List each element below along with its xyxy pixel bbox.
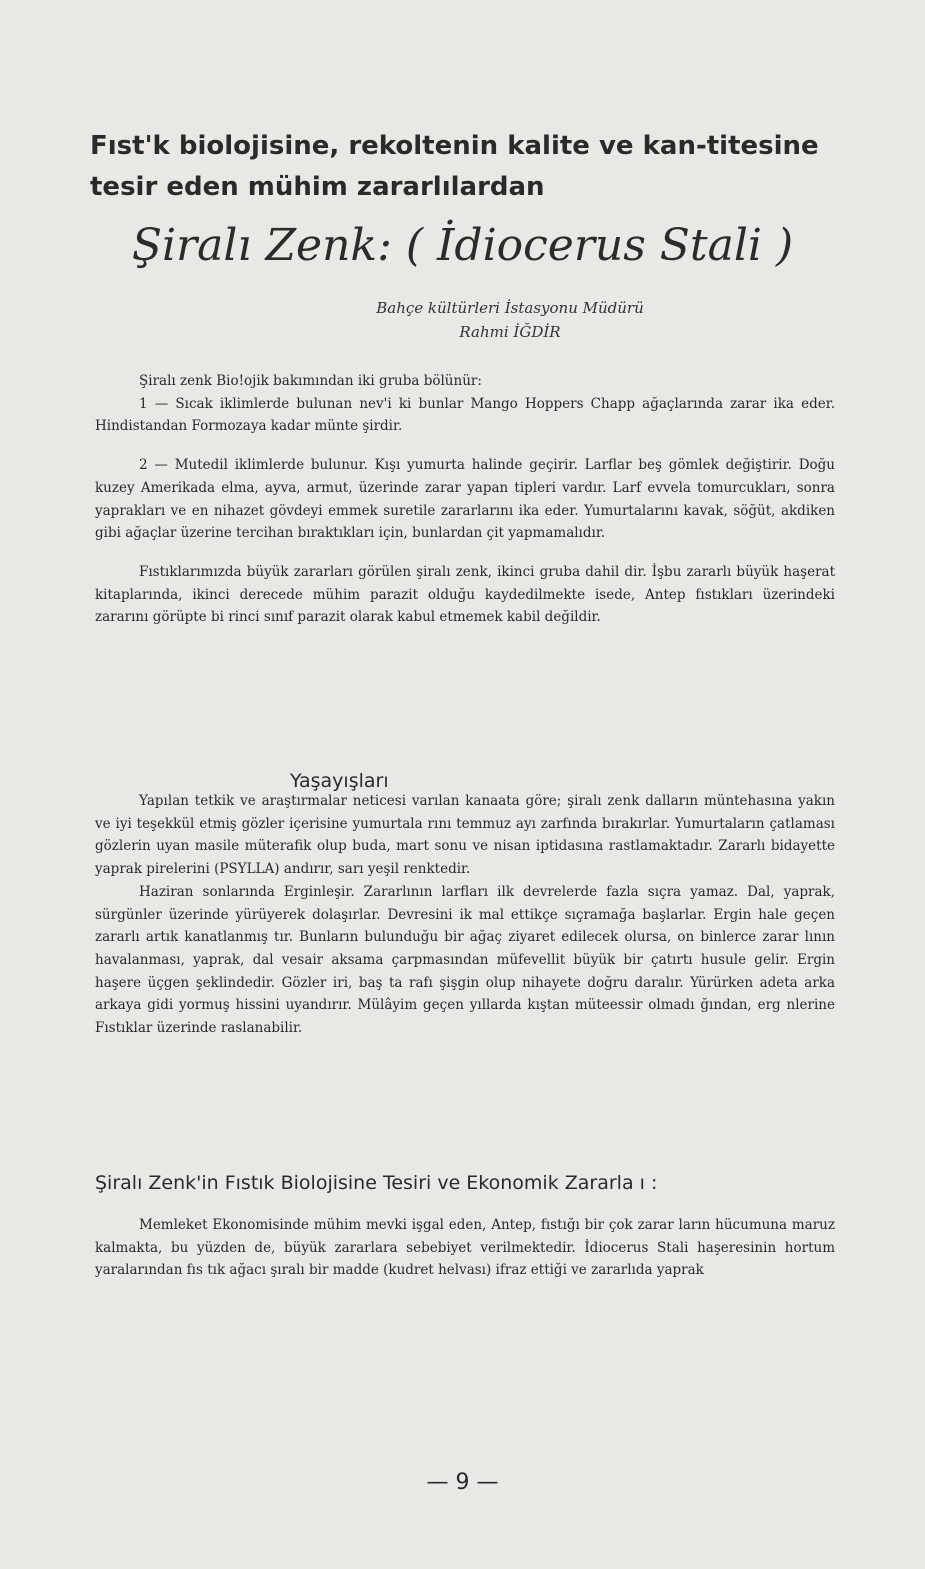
section2-paragraph: Memleket Ekonomisinde mühim mevki işgal eden, Antep, fıstığı bir çok zarar ların hücumuna maruz kalmakta, bu yüzden de, büyük zararlara sebebiyet verilmektedir. İdiocerus Stali haşeresinin hortum yaralarından fıs tık ağacı şıralı bir madde (kudret helvası) ifraz ettiği ve zararlıda yaprak [95,1217,835,1279]
intro-item-2: 2 — Mutedil iklimlerde bulunur. Kışı yumurta halinde geçirir. Larflar beş gömlek değiştirir. Doğu kuzey Amerikada elma, ayva, armut, üzerinde zarar yapan tipleri vardır. Larf evvela tomurcukları, sonra yaprakları ve en nihazet gövdeyi emmek suretile zararlarını ika eder. Yumurtalarını kavak, söğüt, akdiken gibi ağaçlar üzerine tercihan bıraktıkları için, bunlardan çit yapmamalıdır. [95,457,835,542]
section1-paragraph: Haziran sonlarında Erginleşir. Zararlının larfları ilk devrelerde fazla sıçra yamaz. Dal, yaprak, sürgünler üzerinde yürüyerek dolaşırlar. Devresini ik mal ettikçe sıçramağa başlarlar. Ergin hale geçen zararlı artık kanatlanmış tır. Bunların bulunduğu bir ağaç ziyaret edilecek olursa, on binlerce zarar lının havalanması, yaprak, dal vesair aksama çarpmasından müfevellit büyük bir çatırtı husule gelir. Ergin haşere üçgen şeklindedir. Gözler iri, baş ta rafı şişgin olup nihayete doğru daralır. Yürürken adeta arka arkaya gidi yormuş hissini uyandırır. Mülâyim geçen yıllarda kıştan müteessir olmadı ğından, erg nlerine Fıstıklar üzerinde raslanabilir. [95,883,835,1037]
section1-body [95,790,835,1040]
section1-paragraph: Yapılan tetkik ve araştırmalar neticesi varılan kanaata göre; şiralı zenk dalların müntehasına yakın ve iyi teşekkül etmiş gözler içerisine yumurtala rını temmuz ayı zarfında bırakırlar. Yumurtaların çatlaması gözlerin uyan masile müterafik olup buda, mart sonu ve nisan iptidasına rastlamaktadır. Zararlı bidayette yaprak pirelerini (PSYLLA) andırır, sarı yeşil renktedir. [95,793,835,878]
intro-item-1: 1 — Sıcak iklimlerde bulunan nev'i ki bunlar Mango Hoppers Chapp ağaçlarında zarar ika eder. Hindistandan Formozaya kadar münte şirdir. [95,395,835,435]
intro-line: Şiralı zenk Bio!ojik bakımından iki gruba bölünür: [139,373,482,389]
author-name: Rahmi İĞDİR [459,323,561,341]
section-heading-ekonomik-zarar: Şiralı Zenk'in Fıstık Biolojisine Tesiri ve Ekonomik Zararla ı : [95,1172,658,1194]
author-position: Bahçe kültürleri İstasyonu Müdürü [376,299,644,317]
section-heading-yasayislari: Yaşayışları [290,770,389,792]
intro-paragraph: Fıstıklarımızda büyük zararları görülen şiralı zenk, ikinci gruba dahil dir. İşbu zararlı büyük haşerat kitaplarında, ikinci derecede mühim parazit olduğu kaydedilmekte isede, Antep fıstıkları üzerindeki zararını görüpte bi rinci sınıf parazit olarak kabul etmemek kabil değildir. [95,563,835,626]
section2-body [95,1214,835,1282]
article-subtitle: Şiralı Zenk: ( İdiocerus Stali ) [131,220,794,271]
author-block [300,296,720,344]
page-number: — 9 — [426,1470,499,1495]
intro-section [95,370,835,629]
article-title: Fıst'k biolojisine, rekoltenin kalite ve kan-titesine tesir eden mühim zararlılardan [90,131,819,202]
